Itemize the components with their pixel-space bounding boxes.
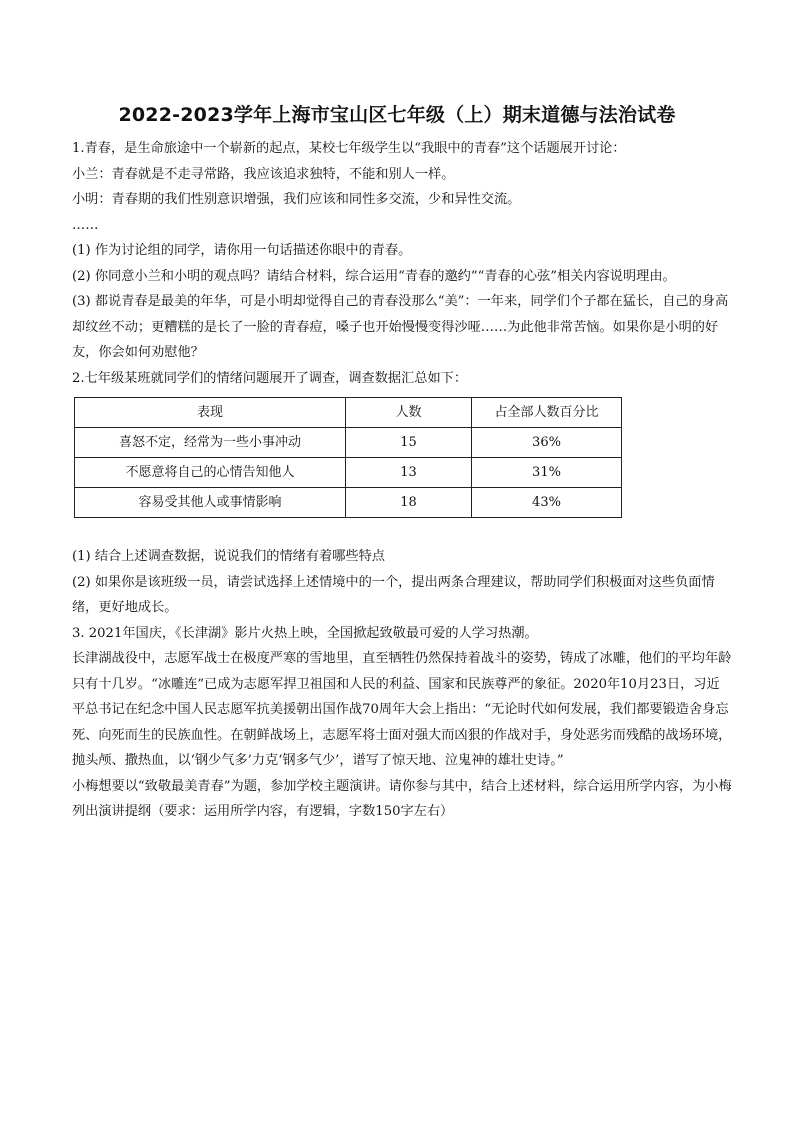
- q1-sub-question: (3) 都说青春是最美的年华，可是小明却觉得自己的青春没那么“美”：一年来，同学们个子都在猛长，自己的身高却纹丝不动；更糟糕的是长了一脸的青春痘，嗓子也开始慢慢变得沙哑……为此他非常苦恼。如果你是小明的好友，你会如何劝慰他？: [72, 294, 729, 360]
- table-row: [75, 488, 622, 518]
- q2-sub-question: (1) 结合上述调查数据，说说我们的情绪有着哪些特点: [72, 549, 385, 564]
- page-title: 2022-2023学年上海市宝山区七年级（上）期末道德与法治试卷: [118, 104, 676, 126]
- table-cell: 不愿意将自己的心情告知他人: [75, 458, 346, 488]
- table-row: [75, 458, 622, 488]
- table-cell: 36%: [472, 428, 622, 458]
- q1-line: ……: [72, 217, 99, 233]
- table-header: 表现: [75, 398, 346, 428]
- table-cell: 15: [346, 428, 472, 458]
- q1-sub-question: (2) 你同意小兰和小明的观点吗？请结合材料，综合运用“青春的邀约”“青春的心弦”相关内容说明理由。: [72, 268, 676, 284]
- table-cell: 容易受其他人或事情影响: [75, 488, 346, 518]
- q1-line: 小兰：青春就是不走寻常路，我应该追求独特，不能和别人一样。: [72, 166, 455, 182]
- table-cell: 喜怒不定，经常为一些小事冲动: [75, 428, 346, 458]
- table-header-row: [75, 398, 622, 428]
- table-row: [75, 428, 622, 458]
- q3-material: 长津湖战役中，志愿军战士在极度严寒的雪地里，直至牺牲仍然保持着战斗的姿势，铸成了冰雕，他们的平均年龄只有十几岁。“冰雕连”已成为志愿军捍卫祖国和人民的利益、国家和民族尊严的象征。2020年10月23日，习近平总书记在纪念中国人民志愿军抗美援朝出国作战70周年大会上指出：“无论时代如何发展，我们都要锻造舍身忘死、向死而生的民族血性。在朝鲜战场上，志愿军将士面对强大而凶狠的作战对手，身处恶劣而残酷的战场环境，抛头颅、撒热血，以‘钢少气多’力克‘钢多气少’，谱写了惊天地、泣鬼神的雄壮史诗。”: [72, 651, 732, 768]
- q2-intro: 2.七年级某班就同学们的情绪问题展开了调查，调查数据汇总如下：: [72, 370, 468, 386]
- survey-table: [74, 397, 622, 518]
- table-header: 占全部人数百分比: [472, 398, 622, 428]
- table-cell: 18: [346, 488, 472, 518]
- q1-line: 小明：青春期的我们性别意识增强，我们应该和同性多交流，少和异性交流。: [72, 192, 521, 207]
- q3-intro: 3. 2021年国庆，《长津湖》影片火热上映，全国掀起致敬最可爱的人学习热潮。: [72, 625, 538, 641]
- table-header: 人数: [346, 398, 472, 428]
- table-cell: 13: [346, 458, 472, 488]
- table-cell: 43%: [472, 488, 622, 518]
- q3-task: 小梅想要以“致敬最美青春”为题，参加学校主题演讲。请你参与其中，结合上述材料，综合运用所学内容，为小梅列出演讲提纲（要求：运用所学内容，有逻辑，字数150字左右）: [72, 778, 732, 819]
- q1-sub-question: (1) 作为讨论组的同学，请你用一句话描述你眼中的青春。: [72, 243, 412, 258]
- q2-sub-question: (2) 如果你是该班级一员，请尝试选择上述情境中的一个，提出两条合理建议，帮助同学们积极面对这些负面情绪，更好地成长。: [72, 574, 715, 615]
- exam-content: [72, 136, 732, 825]
- table-cell: 31%: [472, 458, 622, 488]
- q1-intro: 1.青春，是生命旅途中一个崭新的起点，某校七年级学生以“我眼中的青春”这个话题展开讨论：: [72, 141, 626, 156]
